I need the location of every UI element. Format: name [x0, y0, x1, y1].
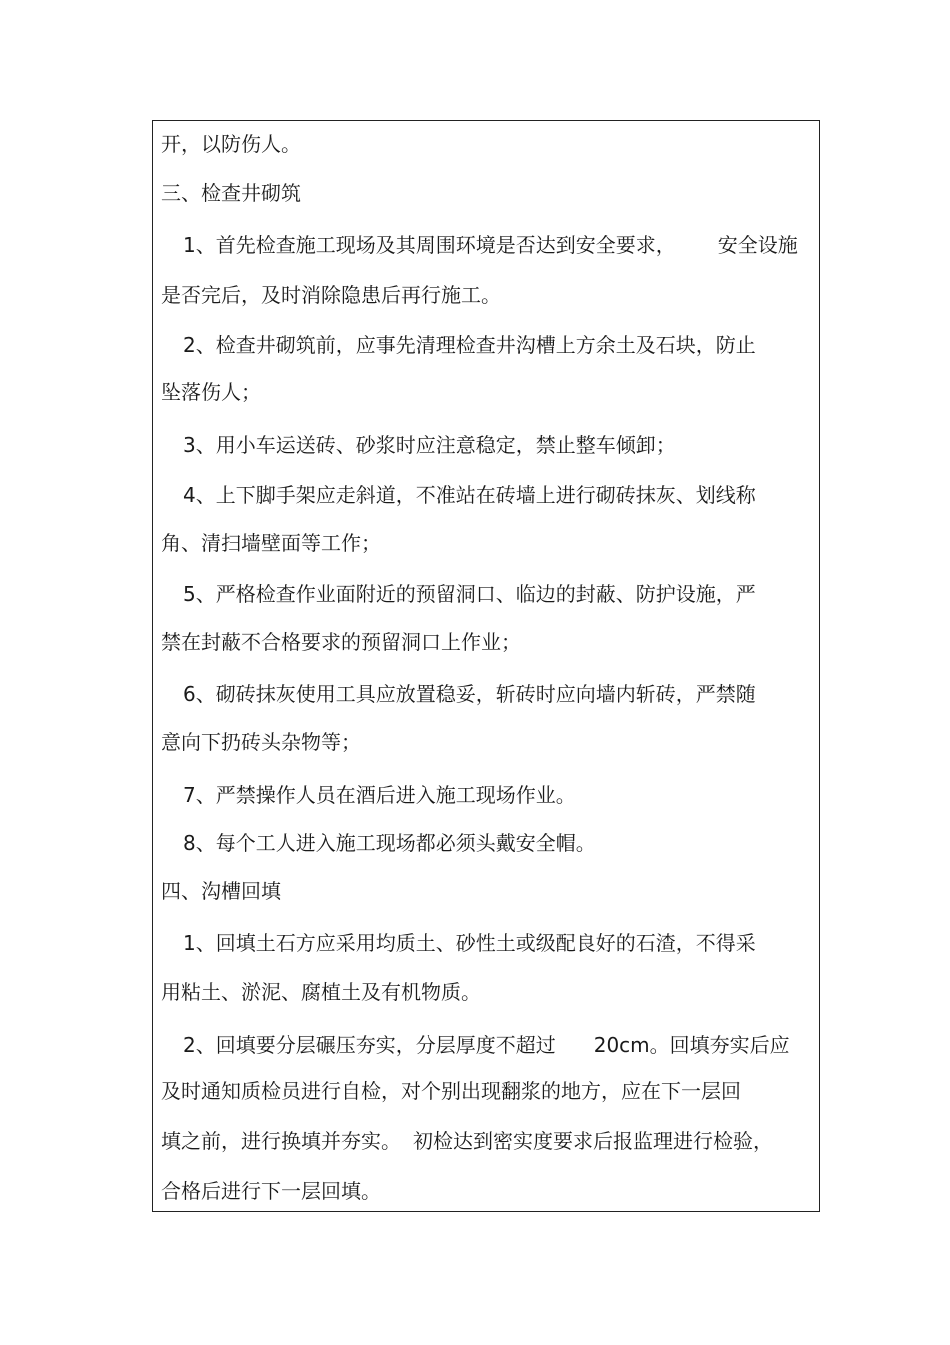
text-line-20: 及时通知质检员进行自检，对个别出现翻浆的地方，应在下一层回 — [161, 1079, 741, 1103]
text-line-8: 4、上下脚手架应走斜道，不准站在砖墙上进行砌砖抹灰、划线称 — [183, 483, 756, 507]
text-line-7: 3、用小车运送砖、砂浆时应注意稳定，禁止整车倾卸； — [183, 433, 676, 457]
text-line-12: 6、砌砖抹灰使用工具应放置稳妥，斩砖时应向墙内斩砖，严禁随 — [183, 682, 756, 706]
text-line-14: 7、严禁操作人员在酒后进入施工现场作业。 — [183, 783, 576, 807]
text-line-15: 8、每个工人进入施工现场都必须头戴安全帽。 — [183, 831, 596, 855]
text-line-5: 2、检查井砌筑前，应事先清理检查井沟槽上方余土及石块，防止 — [183, 333, 756, 357]
text-line-11: 禁在封蔽不合格要求的预留洞口上作业； — [161, 630, 521, 654]
text-line-6: 坠落伤人； — [161, 380, 261, 404]
text-line-22: 合格后进行下一层回填。 — [161, 1179, 381, 1203]
text-line-17: 1、回填土石方应采用均质土、砂性土或级配良好的石渣，不得采 — [183, 931, 756, 955]
section-heading-3: 三、检查井砌筑 — [161, 181, 301, 205]
text-line-21: 填之前，进行换填并夯实。 初检达到密实度要求后报监理进行检验， — [161, 1129, 773, 1153]
document-frame — [152, 120, 820, 1212]
section-heading-4: 四、沟槽回填 — [161, 879, 281, 903]
text-line-13: 意向下扔砖头杂物等； — [161, 730, 361, 754]
text-line-4: 是否完后，及时消除隐患后再行施工。 — [161, 283, 501, 307]
text-line-19: 2、回填要分层碾压夯实，分层厚度不超过 20cm。回填夯实后应 — [183, 1033, 790, 1057]
text-line-18: 用粘土、淤泥、腐植土及有机物质。 — [161, 980, 481, 1004]
text-line-10: 5、严格检查作业面附近的预留洞口、临边的封蔽、防护设施，严 — [183, 582, 756, 606]
text-line-3: 1、首先检查施工现场及其周围环境是否达到安全要求， 安全设施 — [183, 233, 798, 257]
text-line-9: 角、清扫墙壁面等工作； — [161, 531, 381, 555]
text-line-1: 开，以防伤人。 — [161, 132, 301, 156]
